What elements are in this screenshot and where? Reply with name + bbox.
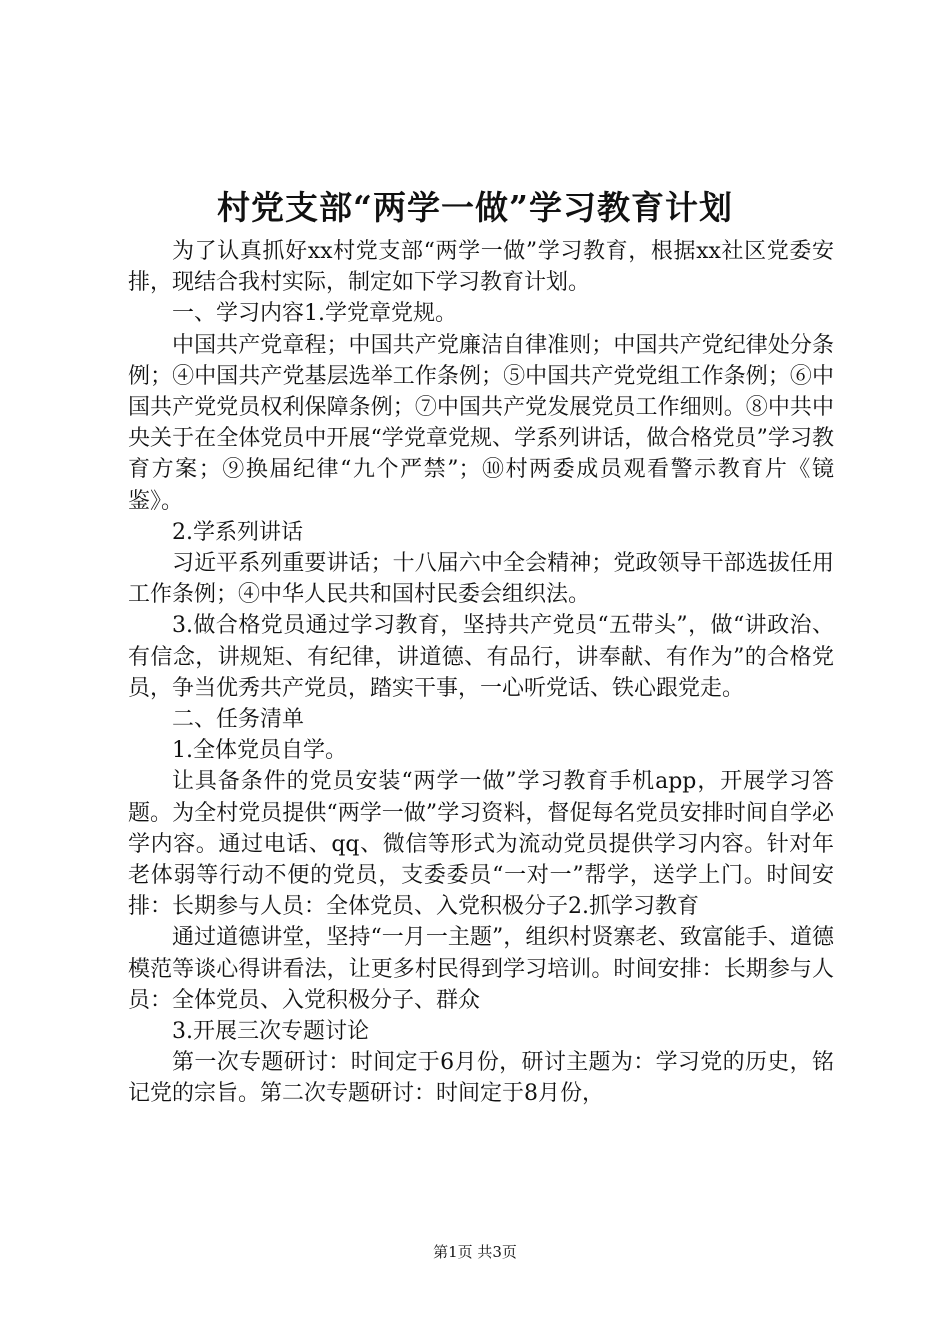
section-heading-study-content: 一、学习内容1.学党章党规。 bbox=[172, 301, 457, 327]
subheading-discussions: 3.开展三次专题讨论 bbox=[172, 1019, 369, 1045]
document-title: 村党支部“两学一做”学习教育计划 bbox=[217, 188, 733, 227]
subheading-speeches: 2.学系列讲话 bbox=[172, 519, 303, 545]
subheading-self-study: 1.全体党员自学。 bbox=[172, 738, 347, 764]
paragraph-intro: 为了认真抓好xx村党支部“两学一做”学习教育，根据xx社区党委安排，现结合我村实际，制定如下学习教育计划。 bbox=[128, 239, 835, 296]
paragraph-party-rules: 中国共产党章程；中国共产党廉洁自律准则；中国共产党纪律处分条例；④中国共产党基层选举工作条例；⑤中国共产党党组工作条例；⑥中国共产党党员权利保障条例；⑦中国共产党发展党员工作细则。⑧中共中央关于在全体党员中开展“学党章党规、学系列讲话，做合格党员”学习教育方案；⑨换届纪律“九个严禁”；⑩村两委成员观看警示教育片《镜鉴》。 bbox=[128, 332, 834, 514]
page-footer: 第1页 共3页 bbox=[433, 1243, 517, 1261]
paragraph-self-study: 让具备条件的党员安装“两学一做”学习教育手机app，开展学习答题。为全村党员提供“两学一做”学习资料，督促每名党员安排时间自学必学内容。通过电话、qq、微信等形式为流动党员提供学习内容。针对年老体弱等行动不便的党员，支委委员“一对一”帮学，送学上门。时间安排：长期参与人员：全体党员、入党积极分子2.抓学习教育 bbox=[128, 769, 834, 920]
paragraph-discussions: 第一次专题研讨：时间定于6月份，研讨主题为：学习党的历史，铭记党的宗旨。第二次专题研讨：时间定于8月份， bbox=[128, 1050, 834, 1107]
paragraph-moral-lecture: 通过道德讲堂，坚持“一月一主题”，组织村贤寨老、致富能手、道德模范等谈心得讲看法，让更多村民得到学习培训。时间安排：长期参与人员：全体党员、入党积极分子、群众 bbox=[128, 925, 834, 1013]
paragraph-speeches: 习近平系列重要讲话；十八届六中全会精神；党政领导干部选拔任用工作条例；④中华人民共和国村民委会组织法。 bbox=[128, 551, 834, 608]
paragraph-qualified-member: 3.做合格党员通过学习教育，坚持共产党员“五带头”，做“讲政治、有信念，讲规矩、有纪律，讲道德、有品行，讲奉献、有作为”的合格党员，争当优秀共产党员，踏实干事，一心听党话、铁心跟党走。 bbox=[128, 613, 834, 701]
document-body bbox=[128, 236, 834, 1110]
section-heading-task-list: 二、任务清单 bbox=[172, 707, 305, 733]
